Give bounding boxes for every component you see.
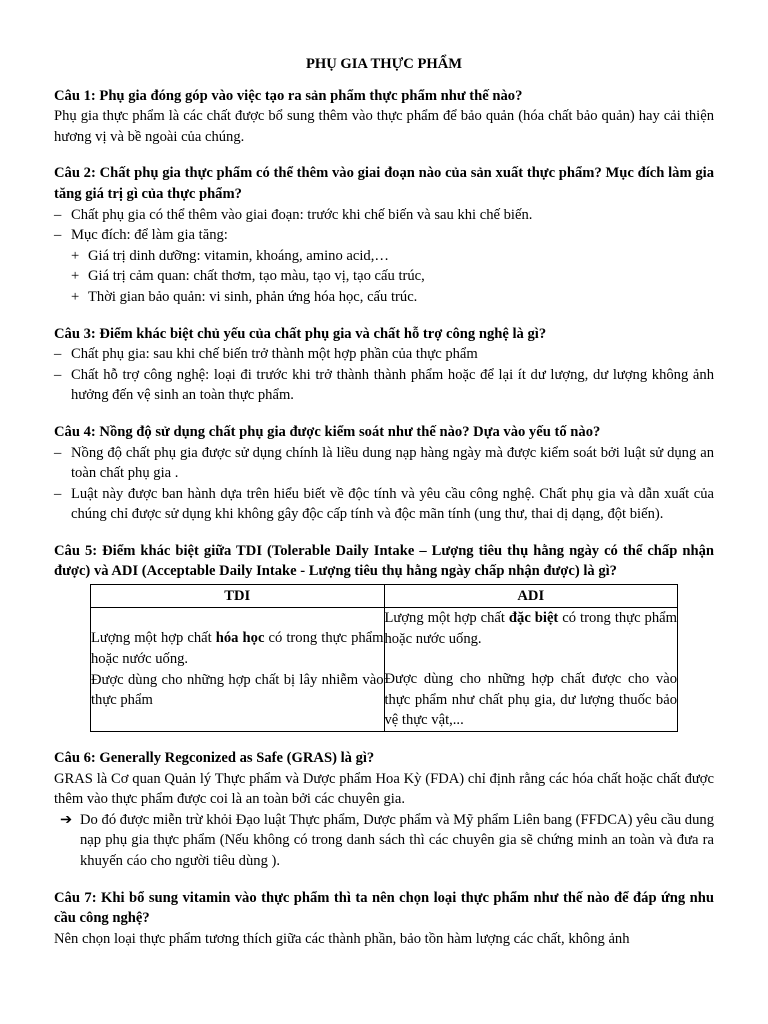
question-1: Câu 1: Phụ gia đóng góp vào việc tạo ra sản phẩm thực phẩm như thế nào? [54, 87, 523, 104]
sub-list-item-text: Giá trị cảm quan: chất thơm, tạo màu, tạo vị, tạo cấu trúc, [88, 268, 425, 285]
list-item-text: Chất phụ gia có thể thêm vào giai đoạn: trước khi chế biến và sau khi chế biến. [71, 206, 533, 223]
adi-usage: Được dùng cho những hợp chất được cho vào thực phẩm như chất phụ gia, dư lượng thuốc bảo vệ thực vật,... [384, 671, 677, 729]
tdi-definition [91, 628, 384, 669]
list-item-text: Nồng độ chất phụ gia được sử dụng chính là liều dung nạp hàng ngày mà được kiểm soát bởi luật sử dụng an toàn chất phụ gia . [71, 444, 714, 482]
list-item-text: Mục đích: để làm gia tăng: [71, 227, 228, 244]
spacer [385, 649, 678, 669]
list-item-text: Chất phụ gia: sau khi chế biến trở thành một hợp phần của thực phẩm [71, 346, 478, 363]
list-item [54, 344, 714, 365]
dash-bullet: – [54, 206, 62, 223]
adi-definition [385, 608, 678, 649]
table-header-tdi: TDI [91, 585, 385, 608]
table-cell-tdi [91, 608, 385, 732]
sub-list-item [71, 287, 714, 308]
table-header-adi: ADI [384, 585, 678, 608]
tdi-text-bold: hóa học [215, 630, 265, 647]
answer-7: Nên chọn loại thực phẩm tương thích giữa các thành phần, bảo tồn hàm lượng các chất, không ảnh [54, 930, 630, 947]
list-item [54, 484, 714, 525]
sub-list-item-text: Thời gian bảo quản: vi sinh, phản ứng hóa học, cấu trúc. [88, 288, 418, 305]
adi-text-bold: đặc biệt [508, 610, 559, 627]
table-row [91, 608, 678, 732]
question-2: Câu 2: Chất phụ gia thực phẩm có thể thêm vào giai đoạn nào của sản xuất thực phẩm? Mục đích làm gia tăng giá trị gì của thực phẩm? [54, 165, 714, 202]
adi-text-c: có trong thực phẩm hoặc nước uống. [384, 610, 677, 647]
answer-6: GRAS là Cơ quan Quản lý Thực phẩm và Dược phẩm Hoa Kỳ (FDA) chỉ định rằng các hóa chất hoặc chất được thêm vào thực phẩm được coi là an toàn bởi các chuyên gia. [54, 770, 714, 808]
question-3: Câu 3: Điểm khác biệt chủ yếu của chất phụ gia và chất hỗ trợ công nghệ là gì? [54, 325, 547, 342]
question-5: Câu 5: Điểm khác biệt giữa TDI (Tolerable Daily Intake – Lượng tiêu thụ hằng ngày có thể chấp nhận được) và ADI (Acceptable Daily Intake - Lượng tiêu thụ hằng ngày chấp nhận được) là gì? [54, 542, 714, 580]
adi-text-a: Lượng một hợp chất [384, 610, 509, 627]
dash-bullet: – [54, 444, 62, 461]
arrow-item-text: Do đó được miễn trừ khỏi Đạo luật Thực phẩm, Dược phẩm và Mỹ phẩm Liên bang (FFDCA) yêu cầu dung nạp phụ gia thực phẩm (Nếu không có trong danh sách thì các chuyên gia sẽ chứng minh an toàn và đưa ra khuyến cáo cho người tiêu dùng ). [80, 811, 714, 869]
list-item [54, 225, 714, 246]
dash-bullet: – [54, 485, 62, 502]
table-cell-adi [384, 608, 678, 732]
tdi-text-c: có trong thực phẩm hoặc nước uống. [91, 630, 384, 667]
list-item [54, 365, 714, 406]
arrow-item [60, 810, 714, 872]
table-header-row [91, 585, 678, 608]
tdi-adi-table [90, 584, 678, 732]
tdi-usage: Được dùng cho những hợp chất bị lây nhiễm vào thực phẩm [91, 671, 384, 709]
list-item-text: Chất hỗ trợ công nghệ: loại đi trước khi trở thành thành phẩm hoặc để lại ít dư lượng, dư lượng không ảnh hưởng đến vệ sinh an toàn thực phẩm. [71, 366, 714, 404]
sub-list-item-text: Giá trị dinh dưỡng: vitamin, khoáng, amino acid,… [88, 247, 389, 264]
document-title: PHỤ GIA THỰC PHẨM [305, 56, 463, 72]
sub-list-item [71, 246, 714, 267]
plus-bullet: + [71, 247, 80, 264]
plus-bullet: + [71, 288, 80, 305]
dash-bullet: – [54, 366, 62, 383]
list-item [54, 205, 714, 226]
list-item [54, 443, 714, 484]
question-7: Câu 7: Khi bổ sung vitamin vào thực phẩm thì ta nên chọn loại thực phẩm như thế nào để đáp ứng nhu cầu công nghệ? [54, 889, 714, 927]
list-item-text: Luật này được ban hành dựa trên hiểu biết về độc tính và yêu cầu công nghệ. Chất phụ gia và dẫn xuất của chúng chỉ được sử dụng khi không gây độc cấp tính và độc mãn tính (ung thư, thai dị dạng, đột biến). [71, 485, 714, 523]
question-4: Câu 4: Nồng độ sử dụng chất phụ gia được kiểm soát như thế nào? Dựa vào yếu tố nào? [54, 423, 601, 440]
sub-list-item [71, 266, 714, 287]
dash-bullet: – [54, 346, 62, 363]
tdi-text-a: Lượng một hợp chất [91, 630, 216, 647]
arrow-right-icon: ➔ [60, 811, 73, 828]
dash-bullet: – [54, 227, 62, 244]
answer-1: Phụ gia thực phẩm là các chất được bổ sung thêm vào thực phẩm để bảo quản (hóa chất bảo quản) hay cải thiện hương vị và bề ngoài của chúng. [54, 108, 714, 145]
plus-bullet: + [71, 268, 80, 285]
question-6: Câu 6: Generally Regconized as Safe (GRAS) là gì? [54, 750, 375, 767]
